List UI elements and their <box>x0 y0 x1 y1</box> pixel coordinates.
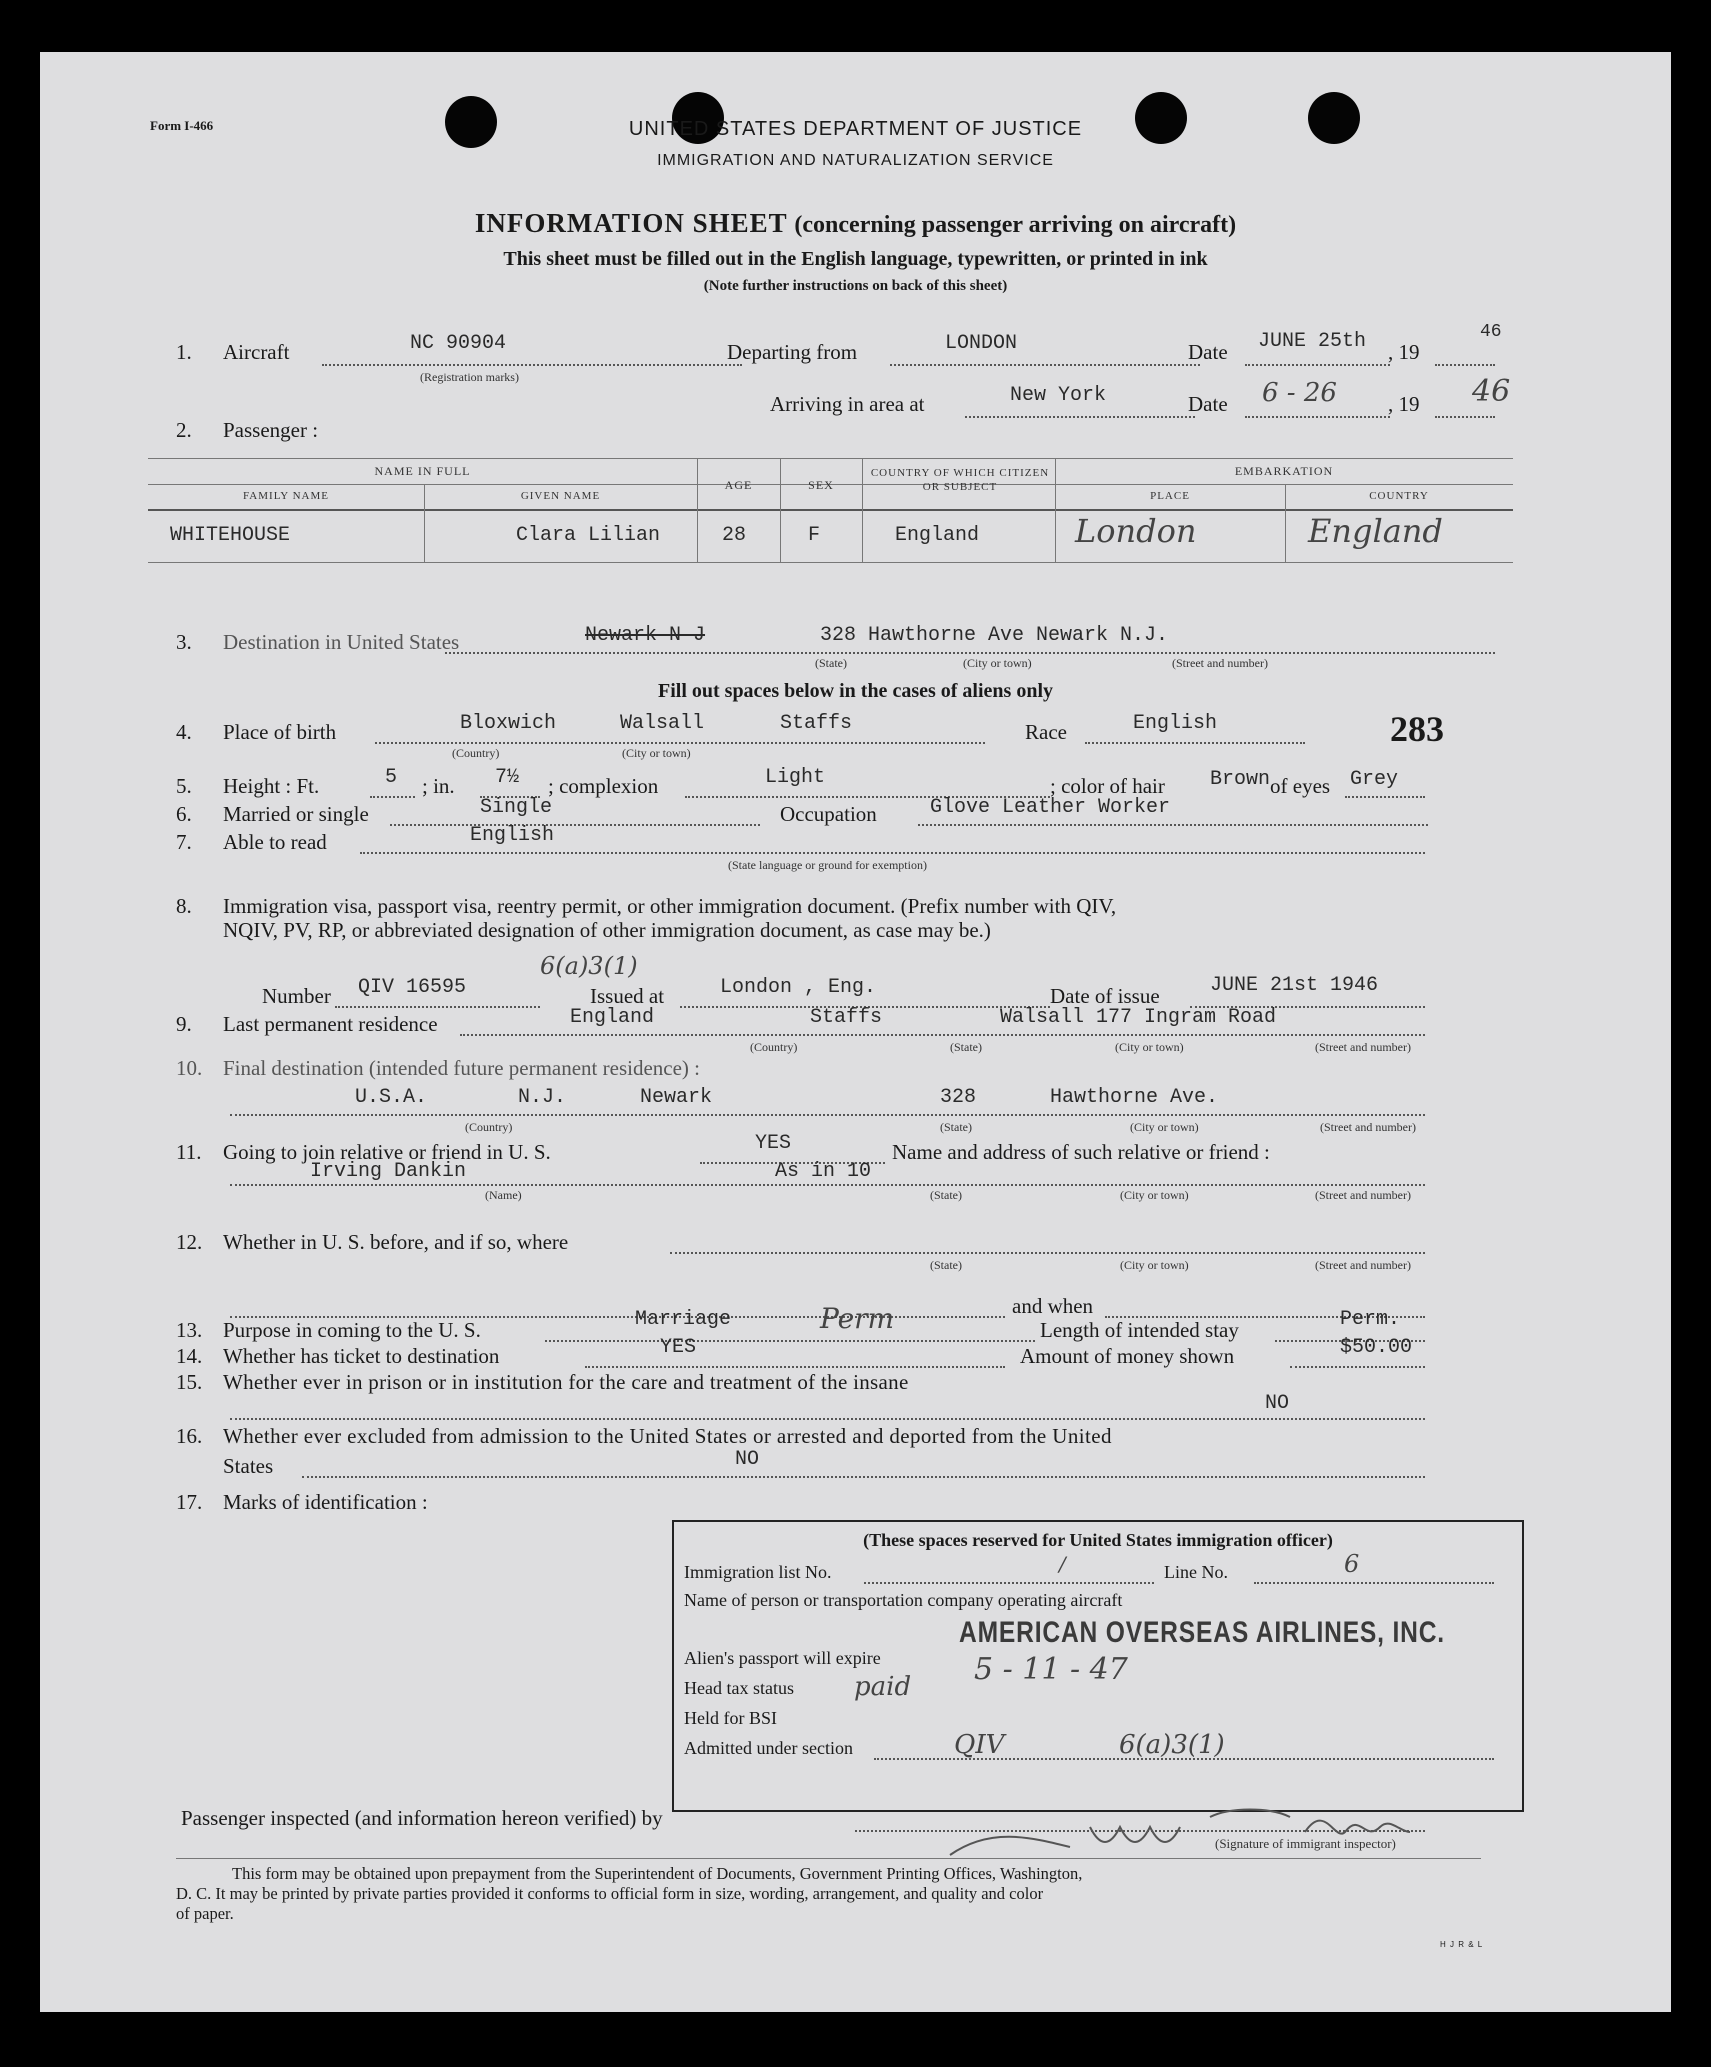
section-label: Admitted under section <box>684 1738 853 1758</box>
depart-date-value: JUNE 25th <box>1258 330 1367 353</box>
item-number: 17. <box>176 1490 203 1514</box>
instructions-line: This sheet must be filled out in the English language, typewritten, or printed in ink <box>503 248 1208 270</box>
height-label: Height : Ft. <box>223 774 320 798</box>
title-main: INFORMATION SHEET <box>474 208 788 238</box>
item-number: 13. <box>176 1318 203 1342</box>
last-residence-state: Staffs <box>810 1006 883 1029</box>
item-number: 10. <box>176 1056 203 1080</box>
issued-at-label: Issued at <box>590 984 665 1008</box>
passenger-label: Passenger : <box>223 418 319 442</box>
stay-label: Length of intended stay <box>1040 1318 1239 1342</box>
destination-state-value: Newark N J <box>585 624 706 647</box>
passport-expire-label: Alien's passport will expire <box>684 1648 881 1668</box>
officer-box-title: (These spaces reserved for United States immigration officer) <box>863 1530 1333 1550</box>
purpose-handwritten: Perm <box>820 1302 895 1335</box>
year-prefix: , 19 <box>1388 392 1420 416</box>
caption-country: (Country) <box>750 1040 798 1054</box>
item-number: 14. <box>176 1344 203 1368</box>
caption-state: (State) <box>815 656 847 670</box>
arriving-label: Arriving in area at <box>770 392 925 416</box>
footer-text: D. C. It may be printed by private parties provided it conforms to official form in size, wording, arrangement, and quality and color <box>176 1884 1044 1903</box>
section-value-2: 6(a)3(1) <box>1119 1730 1225 1760</box>
excluded-value: NO <box>735 1448 760 1471</box>
caption-city: (City or town) <box>1130 1120 1199 1134</box>
dept-heading: UNITED STATES DEPARTMENT OF JUSTICE <box>628 118 1083 140</box>
purpose-value: Marriage <box>635 1308 732 1331</box>
section-value-1: QIV <box>954 1730 1005 1760</box>
birth-country-value: Bloxwich <box>460 712 557 735</box>
excluded-label: Whether ever excluded from admission to the United States or arrested and deported from the United <box>223 1424 1112 1448</box>
family-name-value: WHITEHOUSE <box>170 524 291 547</box>
caption-state: (State) <box>930 1188 962 1202</box>
airline-stamp: AMERICAN OVERSEAS AIRLINES, INC. <box>959 1616 1445 1649</box>
last-residence-label: Last permanent residence <box>223 1012 438 1036</box>
excluded-label-cont: States <box>223 1454 274 1478</box>
inches-label: ; in. <box>422 774 455 798</box>
footer-text: This form may be obtained upon prepayment from the Superintendent of Documents, Government Printing Offices, Washington, <box>232 1864 1083 1883</box>
join-relative-label: Going to join relative or friend in U. S. <box>223 1140 551 1164</box>
form-sheet <box>40 52 1671 2012</box>
bsi-label: Held for BSI <box>684 1708 777 1728</box>
inspector-signature <box>910 1787 1470 1867</box>
item-number: 12. <box>176 1230 203 1254</box>
prison-label: Whether ever in prison or in institution for the care and treatment of the insane <box>223 1370 909 1394</box>
read-label: Able to read <box>223 830 327 854</box>
embarkation-header: EMBARKATION <box>1234 464 1334 478</box>
caption-city: (City or town) <box>1120 1188 1189 1202</box>
citizen-value: England <box>895 524 980 547</box>
issued-at-value: London , Eng. <box>720 976 877 999</box>
caption-state: (State) <box>950 1040 982 1054</box>
caption-city: (City or town) <box>1115 1040 1184 1054</box>
family-name-header: FAMILY NAME <box>243 490 329 502</box>
final-dest-street: Hawthorne Ave. <box>1050 1086 1219 1109</box>
caption-city: (City or town) <box>1120 1258 1189 1272</box>
read-caption: (State language or ground for exemption) <box>728 858 927 872</box>
given-name-value: Clara Lilian <box>516 524 661 547</box>
eyes-label: of eyes <box>1270 774 1331 798</box>
arrive-date-value: 6 - 26 <box>1262 378 1337 408</box>
given-name-header: GIVEN NAME <box>520 490 601 502</box>
arrive-year-value: 46 <box>1472 374 1511 409</box>
service-heading: IMMIGRATION AND NATURALIZATION SERVICE <box>657 152 1054 169</box>
occupation-label: Occupation <box>780 802 877 826</box>
marital-value: Single <box>480 796 553 819</box>
stay-value: Perm. <box>1340 1308 1401 1331</box>
caption-street: (Street and number) <box>1320 1120 1416 1134</box>
item-number: 3. <box>176 630 192 654</box>
company-label: Name of person or transportation company operating aircraft <box>684 1590 1123 1610</box>
note-line: (Note further instructions on back of this sheet) <box>703 278 1008 294</box>
item-number: 8. <box>176 894 192 918</box>
officer-reserved-box <box>672 1520 1524 1812</box>
aircraft-value: NC 90904 <box>410 332 507 355</box>
place-header: PLACE <box>1150 490 1190 502</box>
purpose-label: Purpose in coming to the U. S. <box>223 1318 481 1342</box>
name-in-full-header: NAME IN FULL <box>374 464 471 478</box>
marks-label: Marks of identification : <box>223 1490 428 1514</box>
depart-year-value: 46 <box>1480 322 1502 342</box>
money-value: $50.00 <box>1340 1336 1413 1359</box>
date-label: Date <box>1188 392 1228 416</box>
destination-street-value: 328 Hawthorne Ave Newark N.J. <box>820 624 1169 647</box>
join-relative-value: YES <box>755 1132 792 1155</box>
ticket-label: Whether has ticket to destination <box>223 1344 500 1368</box>
money-label: Amount of money shown <box>1020 1344 1235 1368</box>
line-no-label: Line No. <box>1164 1562 1228 1582</box>
ticket-value: YES <box>660 1336 697 1359</box>
caption-street: (Street and number) <box>1315 1258 1411 1272</box>
age-value: 28 <box>722 524 747 547</box>
item-number: 11. <box>176 1140 202 1164</box>
sex-value: F <box>808 524 821 547</box>
item-number: 7. <box>176 830 192 854</box>
final-dest-country: U.S.A. <box>355 1086 428 1109</box>
complexion-value: Light <box>765 766 826 789</box>
item-number: 6. <box>176 802 192 826</box>
caption-city: (City or town) <box>963 656 1032 670</box>
final-destination-label: Final destination (intended future permanent residence) : <box>223 1056 701 1080</box>
race-value: English <box>1133 712 1218 735</box>
item-number: 9. <box>176 1012 192 1036</box>
footer-text: of paper. <box>176 1904 234 1923</box>
number-label: Number <box>262 984 331 1008</box>
form-number: Form I-466 <box>150 118 214 133</box>
embark-place-value: London <box>1075 512 1197 550</box>
previous-visit-label: Whether in U. S. before, and if so, where <box>223 1230 569 1254</box>
item-number: 1. <box>176 340 192 364</box>
caption-country: (Country) <box>465 1120 513 1134</box>
hair-label: ; color of hair <box>1050 774 1165 798</box>
birth-state-value: Staffs <box>780 712 853 735</box>
item-number: 2. <box>176 418 192 442</box>
inspected-label: Passenger inspected (and information hereon verified) by <box>181 1806 663 1830</box>
arriving-value: New York <box>1010 384 1107 407</box>
final-dest-state: N.J. <box>518 1086 567 1109</box>
prison-value: NO <box>1265 1392 1290 1415</box>
height-ft-value: 5 <box>385 766 398 789</box>
race-label: Race <box>1025 720 1067 744</box>
caption-street: (Street and number) <box>1315 1188 1411 1202</box>
head-tax-value: paid <box>854 1672 912 1702</box>
final-dest-street-number: 328 <box>940 1086 977 1109</box>
title-paren: (concerning passenger arriving on aircraft) <box>794 212 1237 238</box>
relative-name-label: Name and address of such relative or friend : <box>892 1140 1270 1164</box>
hair-value: Brown <box>1210 768 1271 791</box>
date-of-issue-value: JUNE 21st 1946 <box>1210 974 1379 997</box>
last-residence-country: England <box>570 1006 655 1029</box>
aliens-only-note: Fill out spaces below in the cases of aliens only <box>657 680 1053 702</box>
item-number: 16. <box>176 1424 203 1448</box>
list-no-value: / <box>1059 1552 1066 1576</box>
handwritten-section-note: 6(a)3(1) <box>540 952 638 980</box>
read-value: English <box>470 824 555 847</box>
printer-code: H J R & L <box>1440 1940 1484 1949</box>
country-header: COUNTRY <box>1369 490 1429 502</box>
document-number-value: QIV 16595 <box>358 976 467 999</box>
aircraft-label: Aircraft <box>223 340 290 364</box>
caption-state: (State) <box>930 1258 962 1272</box>
date-of-issue-label: Date of issue <box>1050 984 1160 1008</box>
destination-label: Destination in United States <box>223 630 460 654</box>
final-dest-city: Newark <box>640 1086 713 1109</box>
passport-expire-value: 5 - 11 - 47 <box>974 1652 1128 1687</box>
birthplace-label: Place of birth <box>223 720 337 744</box>
eyes-value: Grey <box>1350 768 1399 791</box>
occupation-value: Glove Leather Worker <box>930 796 1171 819</box>
departing-value: LONDON <box>945 332 1018 355</box>
year-prefix: , 19 <box>1388 340 1420 364</box>
caption-street: (Street and number) <box>1172 656 1268 670</box>
head-tax-label: Head tax status <box>684 1678 794 1698</box>
item-number: 15. <box>176 1370 203 1394</box>
embark-country-value: England <box>1308 512 1443 550</box>
document-instructions: NQIV, PV, RP, or abbreviated designation of other immigration document, as case may be.) <box>223 918 991 942</box>
caption-city: (City or town) <box>622 746 691 760</box>
departing-label: Departing from <box>727 340 858 364</box>
and-when-label: and when <box>1012 1294 1094 1318</box>
height-in-value: 7½ <box>495 766 520 789</box>
last-residence-city: Walsall 177 Ingram Road <box>1000 1006 1277 1029</box>
list-no-label: Immigration list No. <box>684 1562 832 1582</box>
caption-state: (State) <box>940 1120 972 1134</box>
item-number: 4. <box>176 720 192 744</box>
caption-street: (Street and number) <box>1315 1040 1411 1054</box>
relative-address-value: As in 10 <box>775 1160 872 1183</box>
citizen-header: COUNTRY OF WHICH CITIZEN OR SUBJECT <box>870 467 1050 493</box>
registration-caption: (Registration marks) <box>420 370 519 384</box>
stamped-number: 283 <box>1390 709 1444 749</box>
line-no-value: 6 <box>1344 1550 1360 1578</box>
age-header: AGE <box>724 478 753 492</box>
birth-city-value: Walsall <box>620 712 705 735</box>
item-number: 5. <box>176 774 192 798</box>
date-label: Date <box>1188 340 1228 364</box>
marital-label: Married or single <box>223 802 369 826</box>
sex-header: SEX <box>808 478 834 492</box>
caption-name: (Name) <box>485 1188 522 1202</box>
relative-name-value: Irving Dankin <box>310 1160 467 1183</box>
signature-caption: (Signature of immigrant inspector) <box>1215 1836 1396 1851</box>
document-instructions: Immigration visa, passport visa, reentry permit, or other immigration document. (Prefix number with QIV, <box>223 894 1117 918</box>
complexion-label: ; complexion <box>548 774 659 798</box>
caption-country: (Country) <box>452 746 500 760</box>
form-title <box>40 208 1671 239</box>
